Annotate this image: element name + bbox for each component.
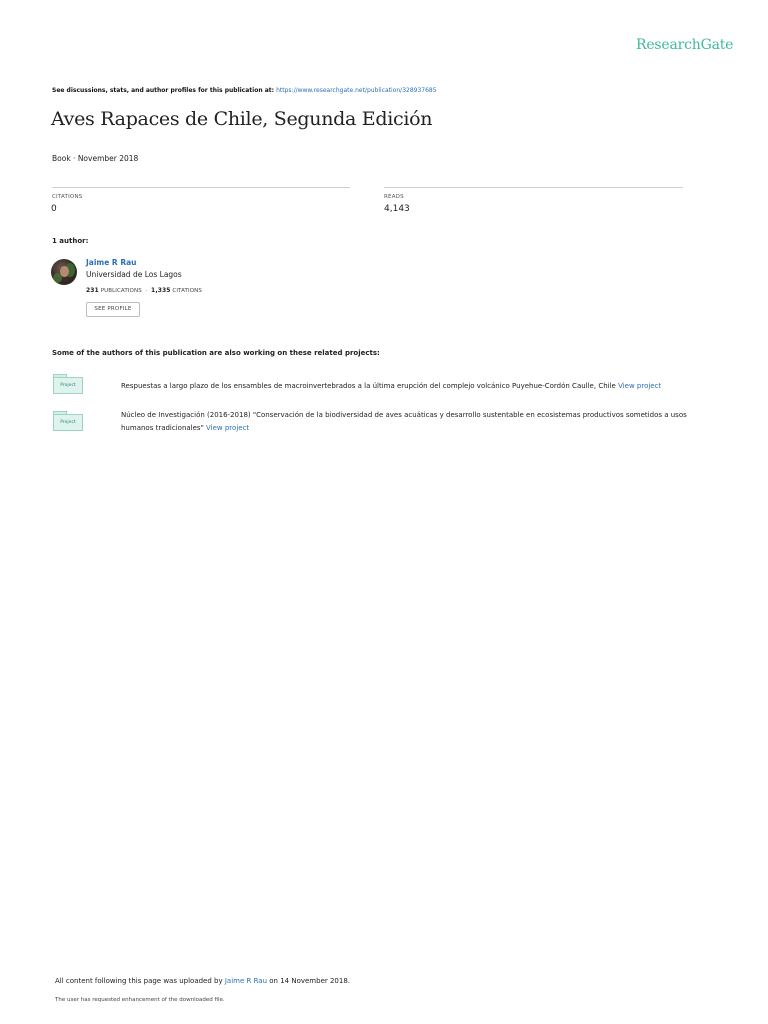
publication-title: Aves Rapaces de Chile, Segunda Edición: [51, 108, 433, 130]
discussion-prefix: See discussions, stats, and author profiles for this publication at:: [52, 87, 277, 94]
author-institution: Universidad de Los Lagos: [86, 270, 182, 279]
upload-prefix: All content following this page was uploaded by: [55, 977, 225, 985]
author-citations-count: 1,335: [151, 287, 171, 294]
project-icon[interactable]: [53, 411, 83, 431]
author-stats: [86, 287, 202, 294]
citations-divider: [52, 187, 350, 188]
project-title: Respuestas a largo plazo de los ensambles de macroinvertebrados a la última erupción del complejo volcánico Puyehue-Cordón Caulle, Chile: [121, 382, 619, 390]
author-avatar[interactable]: [51, 259, 77, 285]
view-project-link[interactable]: View project: [206, 424, 250, 432]
related-projects-heading: Some of the authors of this publication are also working on these related projects:: [52, 349, 380, 357]
project-icon-label: Project: [53, 377, 83, 394]
reads-divider: [384, 187, 683, 188]
citations-label: CITATIONS: [52, 194, 83, 200]
discussion-line: [52, 87, 437, 94]
upload-notice: [55, 977, 350, 985]
author-publications-count: 231: [86, 287, 99, 294]
enhancement-note: The user has requested enhancement of the downloaded file.: [55, 997, 225, 1003]
project-description: [121, 409, 701, 435]
project-icon[interactable]: [53, 374, 83, 394]
view-project-link[interactable]: View project: [618, 382, 662, 390]
upload-suffix: on 14 November 2018.: [267, 977, 351, 985]
researchgate-logo[interactable]: ResearchGate: [636, 37, 734, 53]
publication-meta: Book · November 2018: [52, 154, 139, 163]
uploader-link[interactable]: Jaime R Rau: [224, 977, 268, 985]
stats-separator: ·: [143, 288, 150, 294]
see-profile-button[interactable]: SEE PROFILE: [86, 302, 140, 317]
citations-value: 0: [51, 204, 57, 214]
author-publications-label: PUBLICATIONS: [100, 288, 142, 294]
project-description: [121, 380, 701, 393]
authors-heading: 1 author:: [52, 237, 89, 245]
author-citations-label: CITATIONS: [172, 288, 202, 294]
avatar-face: [60, 266, 69, 277]
reads-label: READS: [384, 194, 404, 200]
publication-url-link[interactable]: https://www.researchgate.net/publication/328937685: [276, 87, 437, 94]
author-name-link[interactable]: Jaime R Rau: [86, 258, 137, 267]
reads-value: 4,143: [384, 204, 410, 214]
project-title: Núcleo de Investigación (2016-2018) "Conservación de la biodiversidad de aves acuáticas y desarrollo sustentable en ecosistemas productivos sometidos a usos humanos tradicionales": [121, 411, 687, 432]
project-icon-label: Project: [53, 414, 83, 431]
